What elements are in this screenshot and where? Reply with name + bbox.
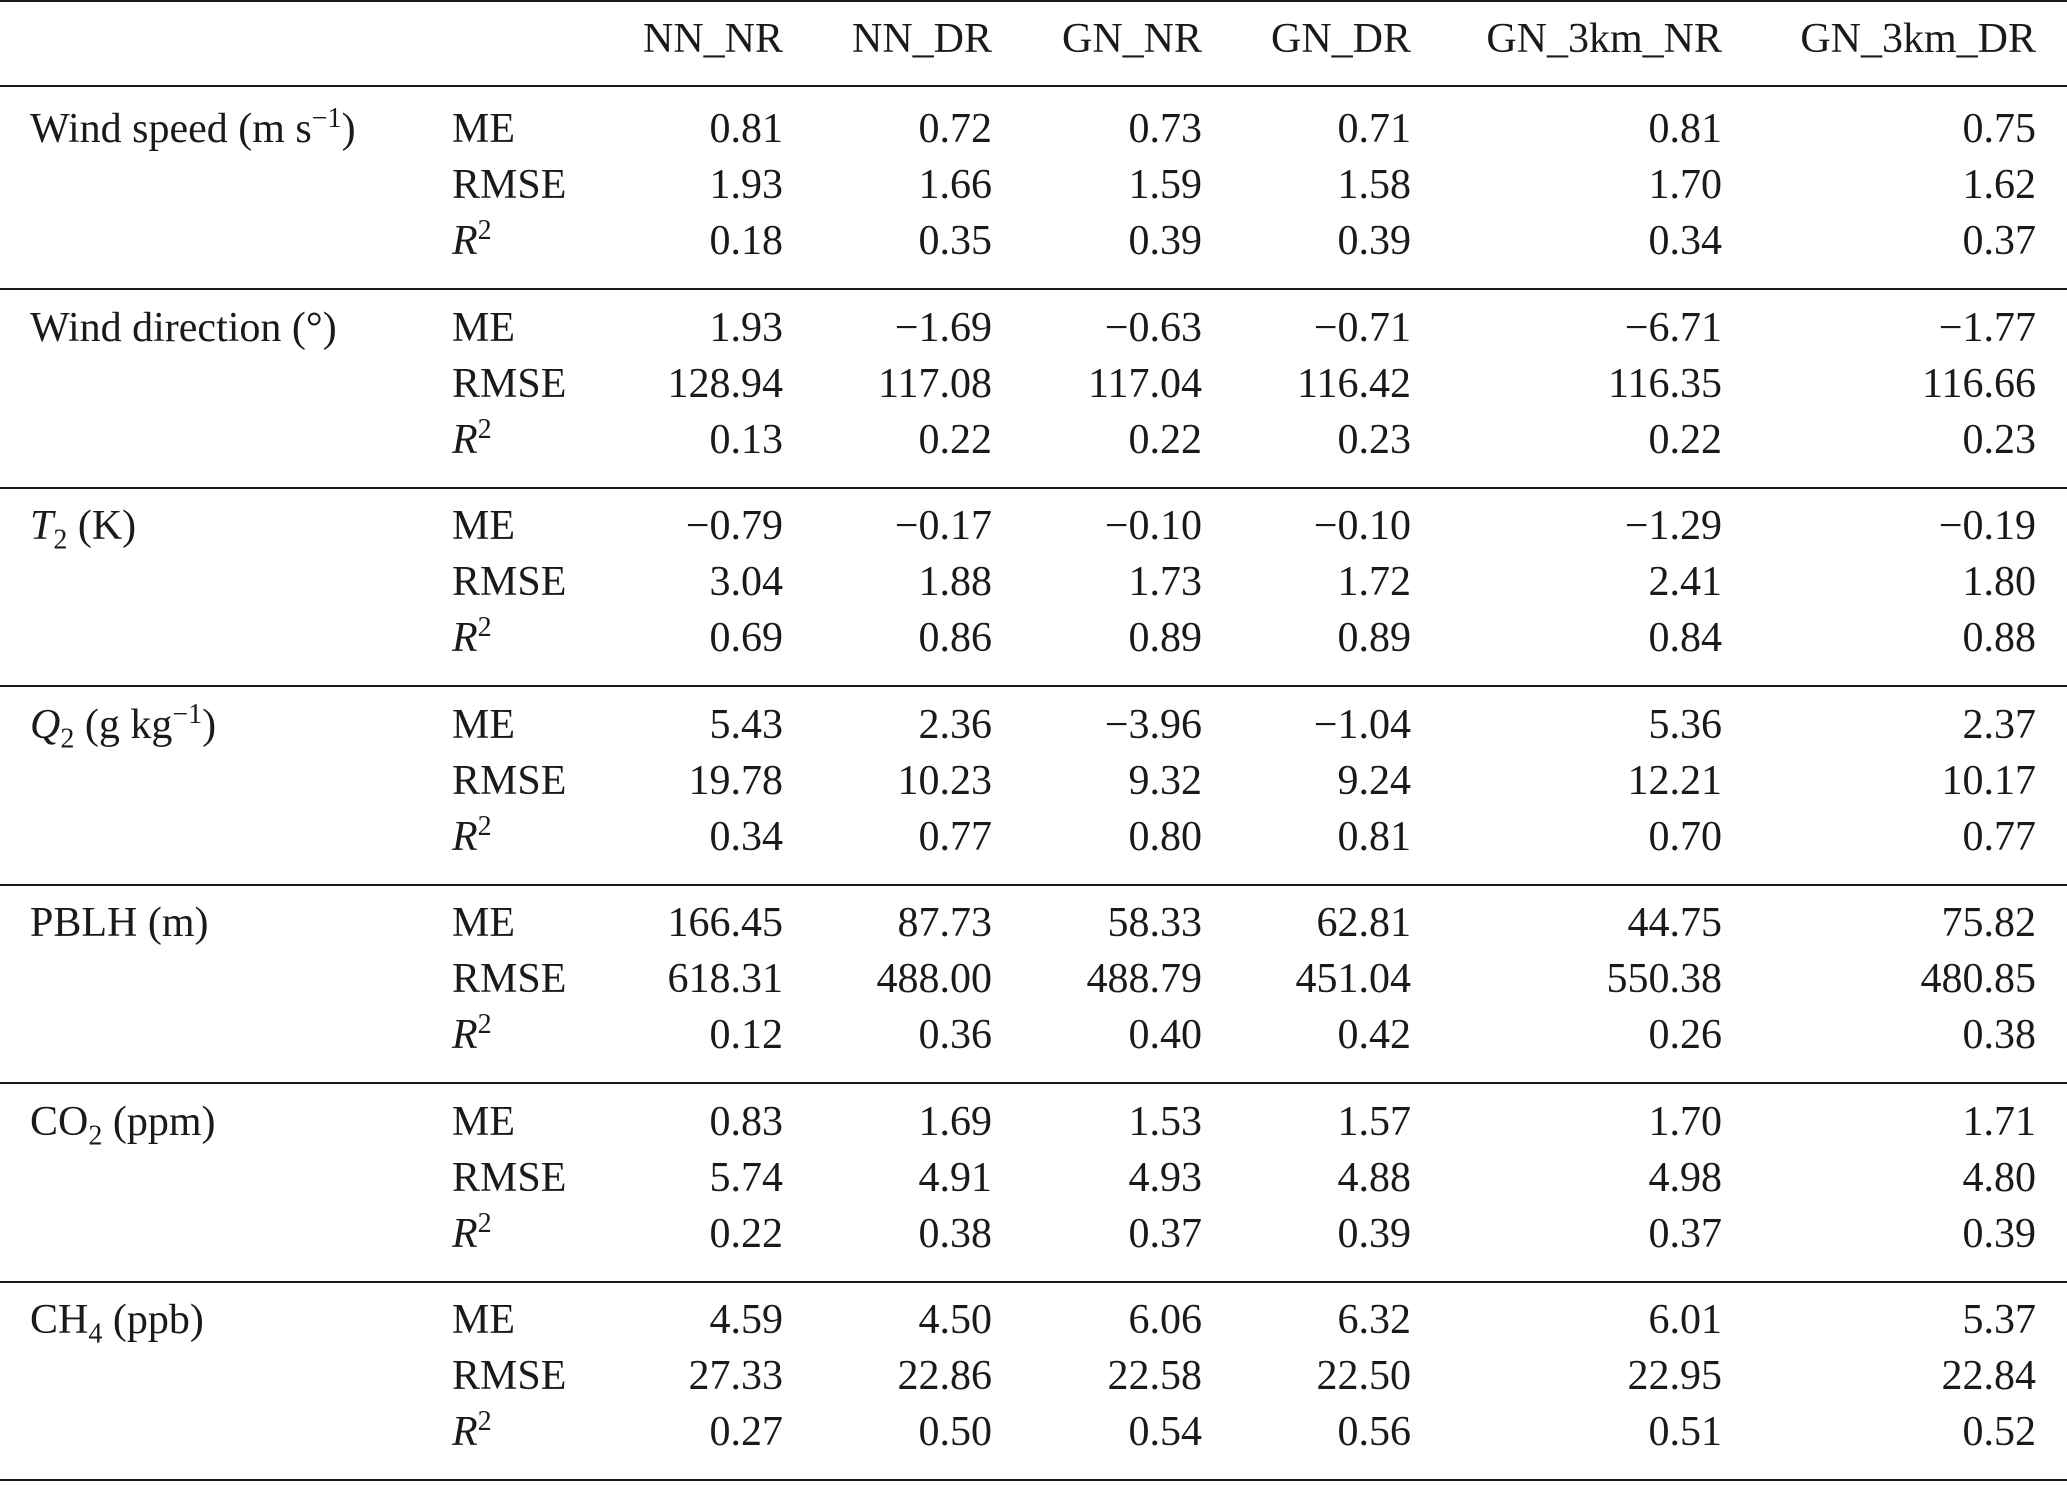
variable-label	[30, 503, 137, 556]
table-cell: 87.73	[897, 900, 992, 946]
table-cell: 0.89	[1337, 615, 1411, 661]
table-cell: 4.91	[918, 1154, 992, 1201]
variable-name: Wind direction (°)	[30, 304, 337, 351]
table-cell: 0.13	[709, 416, 783, 463]
table-cell: 451.04	[1295, 956, 1411, 1002]
table-cell: 0.37	[1648, 1210, 1722, 1257]
table-cell: 480.85	[1920, 956, 2036, 1002]
table-cell: 1.53	[1128, 1098, 1202, 1145]
variable-name: CO	[30, 1098, 89, 1145]
table-cell: 1.71	[1962, 1098, 2036, 1145]
table-cell: 1.59	[1128, 162, 1202, 208]
variable-superscript: −1	[172, 698, 203, 730]
table-cell: 0.38	[1962, 1012, 2036, 1058]
table-cell: −1.77	[1938, 304, 2036, 351]
table-cell: 0.83	[709, 1098, 783, 1145]
table-cell: 0.89	[1128, 615, 1202, 661]
variable-unit-tail: )	[202, 701, 217, 748]
table-cell: 12.21	[1627, 757, 1722, 804]
table-cell: 0.39	[1337, 218, 1411, 264]
table-cell: 550.38	[1606, 956, 1722, 1002]
table-cell: 22.86	[897, 1353, 992, 1399]
metric-name: R	[452, 416, 478, 463]
table-cell: 2.36	[918, 701, 992, 748]
metric-label	[452, 757, 567, 804]
metric-name: ME	[452, 1297, 515, 1343]
table-cell: 117.08	[878, 360, 992, 407]
table-cell: −0.19	[1938, 503, 2036, 549]
table-cell: 27.33	[688, 1353, 783, 1399]
table-cell: 6.01	[1648, 1297, 1722, 1343]
variable-label	[30, 103, 356, 152]
table-cell: 618.31	[667, 956, 783, 1002]
variable-subscript: 2	[60, 722, 75, 754]
metric-label	[452, 505, 515, 547]
table-cell: 1.93	[709, 304, 783, 351]
metric-label	[452, 612, 492, 661]
table-cell: 0.22	[1128, 416, 1202, 463]
table-cell: 0.23	[1337, 416, 1411, 463]
table-cell: 44.75	[1627, 900, 1722, 946]
table-cell: −0.10	[1313, 503, 1411, 549]
metric-name: R	[452, 1210, 478, 1257]
table-cell: 0.22	[1648, 416, 1722, 463]
table-cell: 0.71	[1337, 106, 1411, 152]
table-cell: 1.62	[1962, 162, 2036, 208]
metric-label	[452, 164, 566, 206]
metric-label	[452, 958, 566, 1000]
table-cell: 22.50	[1316, 1353, 1411, 1399]
table-cell: 0.37	[1128, 1210, 1202, 1257]
metric-superscript: 2	[477, 413, 492, 445]
metric-name: RMSE	[452, 1154, 567, 1201]
metric-name: R	[452, 1012, 478, 1058]
metric-name: ME	[452, 503, 515, 549]
metric-name: ME	[452, 304, 515, 351]
table-cell: 0.56	[1337, 1409, 1411, 1455]
table-cell: 5.74	[709, 1154, 783, 1201]
metric-name: ME	[452, 900, 515, 946]
table-cell: 9.24	[1337, 757, 1411, 804]
table-cell: 0.39	[1337, 1210, 1411, 1257]
table-cell: 1.80	[1962, 559, 2036, 605]
variable-unit-tail: (ppb)	[102, 1297, 204, 1343]
table-cell: 0.81	[1337, 813, 1411, 860]
column-header: GN_3km_NR	[1486, 16, 1722, 62]
table-cell: −3.96	[1104, 701, 1202, 748]
table-cell: 10.17	[1941, 757, 2036, 804]
table-cell: 4.59	[709, 1297, 783, 1343]
table-cell: −1.29	[1624, 503, 1722, 549]
metric-name: R	[452, 813, 478, 860]
variable-symbol: Q	[30, 701, 61, 748]
table-cell: 1.57	[1337, 1098, 1411, 1145]
metric-label	[452, 902, 515, 944]
table-cell: 0.77	[918, 813, 992, 860]
variable-subscript: 2	[88, 1119, 103, 1151]
metric-label	[452, 810, 492, 860]
table-cell: −1.04	[1313, 701, 1411, 748]
table-cell: 0.52	[1962, 1409, 2036, 1455]
variable-name: (g kg	[74, 701, 173, 748]
variable-label	[30, 902, 209, 944]
table-cell: 0.50	[918, 1409, 992, 1455]
table-cell: 128.94	[667, 360, 783, 407]
table-cell: 0.81	[1648, 106, 1722, 152]
metric-label	[452, 108, 515, 150]
metric-name: ME	[452, 1098, 515, 1145]
table-cell: 0.72	[918, 106, 992, 152]
table-cell: 5.37	[1962, 1297, 2036, 1343]
metric-label	[452, 701, 515, 748]
table-cell: 0.84	[1648, 615, 1722, 661]
variable-label	[30, 1098, 216, 1151]
table-cell: −0.10	[1104, 503, 1202, 549]
metric-label	[452, 413, 492, 463]
table-cell: 0.34	[1648, 218, 1722, 264]
column-header: GN_3km_DR	[1800, 16, 2036, 62]
group-rule	[0, 288, 2067, 290]
table-cell: −0.17	[894, 503, 992, 549]
table-cell: 10.23	[897, 757, 992, 804]
header-rule	[0, 85, 2067, 87]
table-cell: 0.23	[1962, 416, 2036, 463]
metric-superscript: 2	[477, 1009, 492, 1040]
group-rule	[0, 884, 2067, 886]
table-cell: 1.72	[1337, 559, 1411, 605]
table-cell: 1.73	[1128, 559, 1202, 605]
variable-superscript: −1	[311, 103, 342, 134]
variable-unit-tail: )	[341, 106, 356, 152]
group-rule	[0, 1479, 2067, 1481]
table-cell: −1.69	[894, 304, 992, 351]
table-cell: 4.88	[1337, 1154, 1411, 1201]
table-cell: 1.88	[918, 559, 992, 605]
metric-label	[452, 304, 515, 351]
table-cell: 0.75	[1962, 106, 2036, 152]
metric-name: RMSE	[452, 559, 567, 605]
table-cell: 0.80	[1128, 813, 1202, 860]
column-header: GN_DR	[1270, 16, 1411, 62]
table-cell: 3.04	[709, 559, 783, 605]
column-header: NN_DR	[851, 16, 992, 62]
variable-label	[30, 1297, 204, 1350]
table-cell: 75.82	[1941, 900, 2036, 946]
metric-name: RMSE	[452, 162, 567, 208]
table-cell: 58.33	[1107, 900, 1202, 946]
metric-name: R	[452, 1409, 478, 1455]
table-cell: 4.50	[918, 1297, 992, 1343]
variable-name: CH	[30, 1297, 89, 1343]
table-cell: 2.41	[1648, 559, 1722, 605]
table-cell: 488.79	[1086, 956, 1202, 1002]
table-cell: 1.70	[1648, 1098, 1722, 1145]
table-cell: 0.86	[918, 615, 992, 661]
table-cell: 0.35	[918, 218, 992, 264]
metric-label	[452, 215, 492, 264]
table-cell: 19.78	[688, 757, 783, 804]
table-cell: 0.81	[709, 106, 783, 152]
table-cell: 1.70	[1648, 162, 1722, 208]
table-cell: 22.58	[1107, 1353, 1202, 1399]
group-rule	[0, 1082, 2067, 1084]
table-cell: 0.37	[1962, 218, 2036, 264]
column-header: GN_NR	[1061, 16, 1202, 62]
table-cell: 1.93	[709, 162, 783, 208]
metric-superscript: 2	[477, 1207, 492, 1239]
metric-label	[452, 1299, 515, 1341]
variable-unit-tail: (ppm)	[102, 1098, 216, 1145]
table-cell: 1.66	[918, 162, 992, 208]
metric-name: ME	[452, 106, 515, 152]
metric-superscript: 2	[477, 810, 492, 842]
table-cell: 0.73	[1128, 106, 1202, 152]
table-cell: 0.39	[1128, 218, 1202, 264]
top-rule	[0, 0, 2067, 2]
metric-label	[452, 1098, 515, 1145]
table-cell: 4.93	[1128, 1154, 1202, 1201]
metric-label	[452, 1154, 567, 1201]
table-cell: 0.70	[1648, 813, 1722, 860]
group-rule	[0, 487, 2067, 489]
group-rule	[0, 1281, 2067, 1283]
metric-superscript: 2	[477, 612, 492, 643]
table-cell: 0.12	[709, 1012, 783, 1058]
variable-subscript: 2	[53, 524, 68, 556]
table-cell: −0.79	[685, 503, 783, 549]
table-cell: 22.95	[1627, 1353, 1722, 1399]
metric-name: RMSE	[452, 360, 567, 407]
table-cell: 62.81	[1316, 900, 1411, 946]
table-cell: 4.80	[1962, 1154, 2036, 1201]
table-cell: 0.34	[709, 813, 783, 860]
table-cell: 0.39	[1962, 1210, 2036, 1257]
table-cell: 0.27	[709, 1409, 783, 1455]
table-cell: 5.36	[1648, 701, 1722, 748]
metric-label	[452, 561, 566, 603]
metric-label	[452, 1009, 492, 1058]
table-cell: 0.22	[918, 416, 992, 463]
table-cell: 0.42	[1337, 1012, 1411, 1058]
metric-label	[452, 1207, 492, 1257]
variable-name: PBLH (m)	[30, 900, 209, 946]
metric-label	[452, 1355, 566, 1397]
table-cell: 0.18	[709, 218, 783, 264]
variable-symbol: T	[30, 503, 54, 549]
metric-name: RMSE	[452, 757, 567, 804]
table-cell: 0.38	[918, 1210, 992, 1257]
table-cell: 116.66	[1922, 360, 2036, 407]
table-cell: 116.42	[1297, 360, 1411, 407]
metric-superscript: 2	[477, 1406, 492, 1437]
metric-label	[452, 1406, 492, 1455]
table-cell: 4.98	[1648, 1154, 1722, 1201]
metric-label	[452, 360, 567, 407]
table-cell: 0.40	[1128, 1012, 1202, 1058]
table-cell: 117.04	[1088, 360, 1202, 407]
table-cell: 0.36	[918, 1012, 992, 1058]
table-cell: 2.37	[1962, 701, 2036, 748]
table-cell: 0.69	[709, 615, 783, 661]
table-cell: 0.54	[1128, 1409, 1202, 1455]
variable-subscript: 4	[88, 1318, 103, 1350]
table-cell: 0.51	[1648, 1409, 1722, 1455]
group-rule	[0, 685, 2067, 687]
table-cell: 116.35	[1608, 360, 1722, 407]
table-cell: 9.32	[1128, 757, 1202, 804]
metric-superscript: 2	[477, 215, 492, 246]
table-cell: 0.22	[709, 1210, 783, 1257]
metric-name: ME	[452, 701, 515, 748]
table-cell: 5.43	[709, 701, 783, 748]
table-cell: 0.26	[1648, 1012, 1722, 1058]
table-cell: 0.77	[1962, 813, 2036, 860]
table-cell: 1.58	[1337, 162, 1411, 208]
table-cell: 22.84	[1941, 1353, 2036, 1399]
metric-name: RMSE	[452, 956, 567, 1002]
table-cell: 488.00	[876, 956, 992, 1002]
variable-label	[30, 698, 217, 754]
variable-label	[30, 304, 337, 351]
table-cell: −0.71	[1313, 304, 1411, 351]
table-cell: 166.45	[667, 900, 783, 946]
table-cell: −6.71	[1624, 304, 1722, 351]
table-cell: 0.88	[1962, 615, 2036, 661]
metric-name: R	[452, 615, 478, 661]
table-cell: −0.63	[1104, 304, 1202, 351]
table-cell: 1.69	[918, 1098, 992, 1145]
metric-name: RMSE	[452, 1353, 567, 1399]
table-cell: 6.06	[1128, 1297, 1202, 1343]
variable-name: Wind speed (m s	[30, 106, 312, 152]
metric-name: R	[452, 218, 478, 264]
variable-name: (K)	[67, 503, 137, 549]
table-cell: 6.32	[1337, 1297, 1411, 1343]
column-header: NN_NR	[642, 16, 783, 62]
